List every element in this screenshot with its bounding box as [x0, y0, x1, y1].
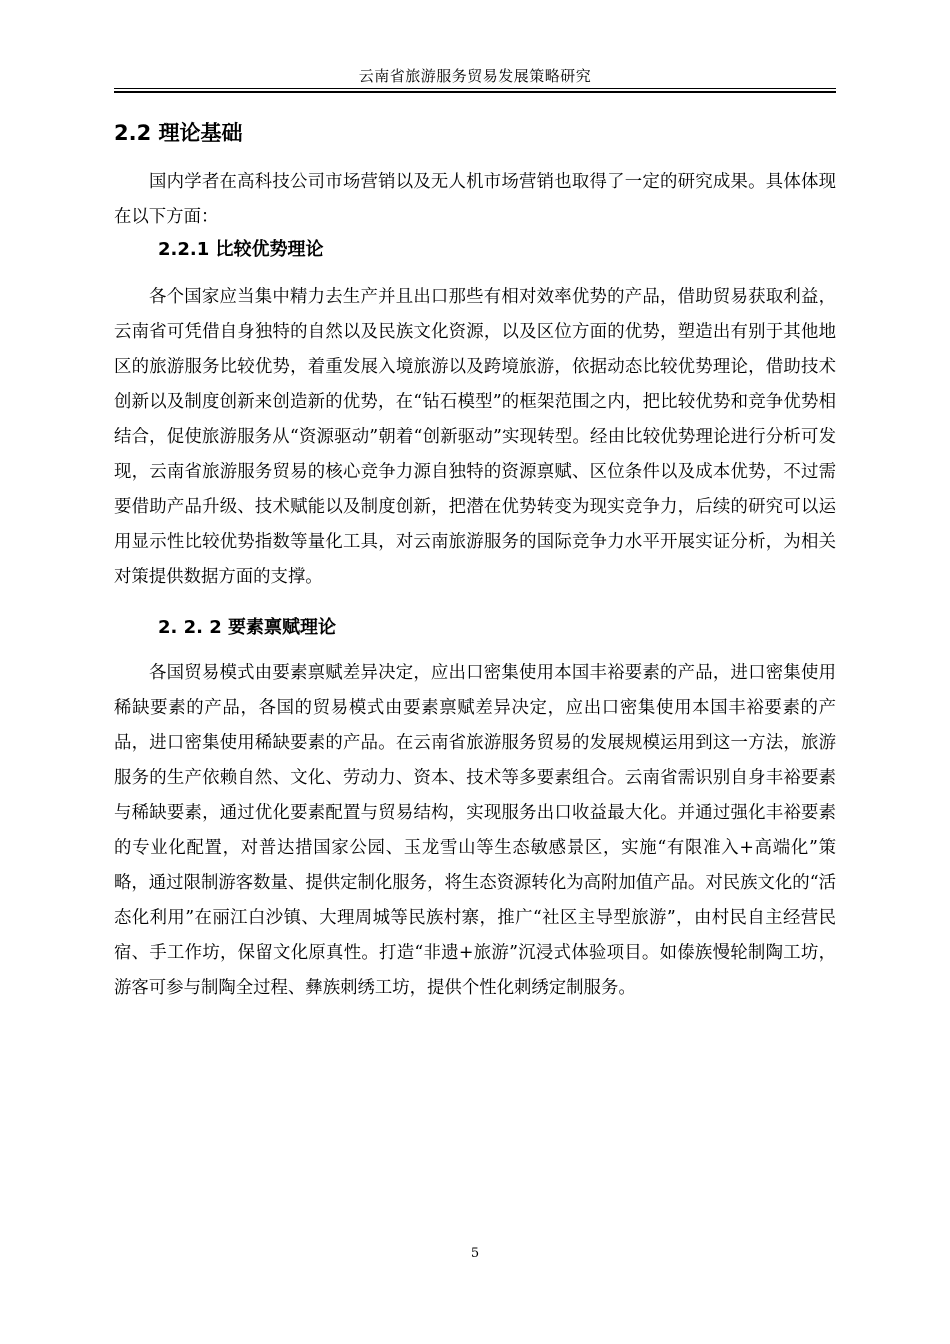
section-heading: 2.2 理论基础 — [114, 121, 243, 145]
page-number: 5 — [470, 1246, 480, 1261]
subsection-heading-factor-endowment: 2. 2. 2 要素禀赋理论 — [158, 617, 337, 638]
section-intro-paragraph: 国内学者在高科技公司市场营销以及无人机市场营销也取得了一定的研究成果。具体体现在以下方面： — [114, 172, 836, 227]
running-header-title: 云南省旅游服务贸易发展策略研究 — [358, 67, 592, 85]
header-rule-thin — [114, 88, 836, 89]
subsection-heading-comparative-advantage: 2.2.1 比较优势理论 — [158, 239, 324, 260]
header-rule-thick — [114, 91, 836, 93]
comparative-advantage-paragraph: 各个国家应当集中精力去生产并且出口那些有相对效率优势的产品，借助贸易获取利益，云南省可凭借自身独特的自然以及民族文化资源，以及区位方面的优势，塑造出有别于其他地区的旅游服务比较优势，着重发展入境旅游以及跨境旅游，依据动态比较优势理论，借助技术创新以及制度创新来创造新的优势，在“钻石模型”的框架范围之内，把比较优势和竞争优势相结合，促使旅游服务从“资源驱动”朝着“创新驱动”实现转型。经由比较优势理论进行分析可发现，云南省旅游服务贸易的核心竞争力源自独特的资源禀赋、区位条件以及成本优势，不过需要借助产品升级、技术赋能以及制度创新，把潜在优势转变为现实竞争力，后续的研究可以运用显示性比较优势指数等量化工具，对云南旅游服务的国际竞争力水平开展实证分析，为相关对策提供数据方面的支撑。 — [114, 287, 836, 587]
factor-endowment-paragraph: 各国贸易模式由要素禀赋差异决定，应出口密集使用本国丰裕要素的产品，进口密集使用稀缺要素的产品，各国的贸易模式由要素禀赋差异决定，应出口密集使用本国丰裕要素的产品，进口密集使用稀缺要素的产品。在云南省旅游服务贸易的发展规模运用到这一方法，旅游服务的生产依赖自然、文化、劳动力、资本、技术等多要素组合。云南省需识别自身丰裕要素与稀缺要素，通过优化要素配置与贸易结构，实现服务出口收益最大化。并通过强化丰裕要素的专业化配置，对普达措国家公园、玉龙雪山等生态敏感景区，实施“有限准入+高端化”策略，通过限制游客数量、提供定制化服务，将生态资源转化为高附加值产品。对民族文化的“活态化利用”在丽江白沙镇、大理周城等民族村寨，推广“社区主导型旅游”，由村民自主经营民宿、手工作坊，保留文化原真性。打造“非遗+旅游”沉浸式体验项目。如傣族慢轮制陶工坊，游客可参与制陶全过程、彝族刺绣工坊，提供个性化刺绣定制服务。 — [114, 663, 836, 998]
